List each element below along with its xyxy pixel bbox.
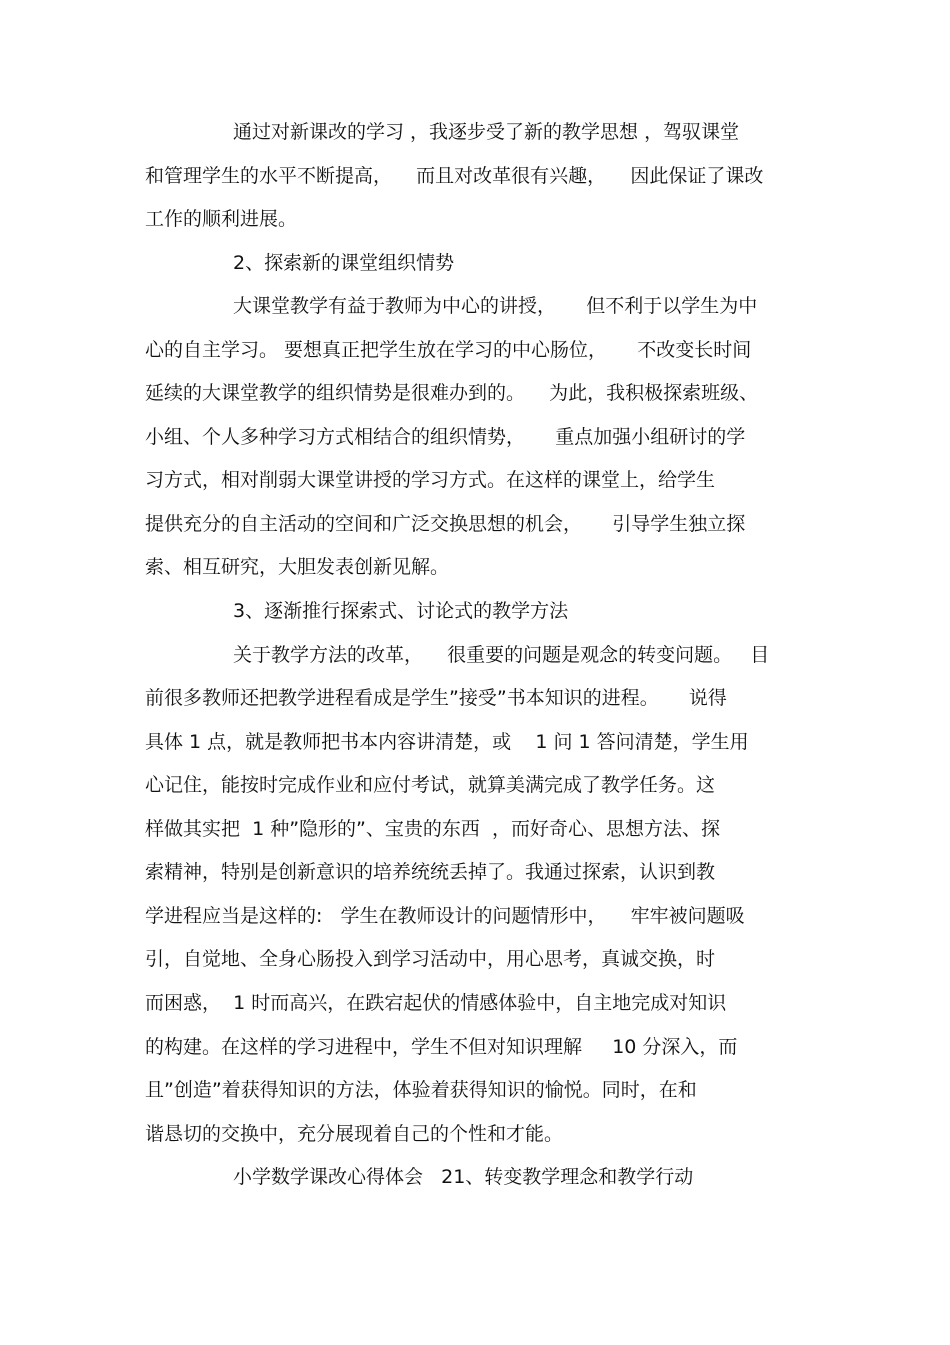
paragraph-line: 延续的大课堂教学的组织情势是很难办到的。 为此，我积极探索班级、 bbox=[145, 382, 759, 404]
paragraph-line: 心记住，能按时完成作业和应付考试，就算美满完成了教学任务。这 bbox=[145, 774, 716, 796]
paragraph-line: 心的自主学习。 要想真正把学生放在学习的中心肠位， 不改变长时间 bbox=[145, 339, 752, 361]
paragraph-line: 的构建。在这样的学习进程中，学生不但对知识理解 10 分深入，而 bbox=[145, 1036, 738, 1058]
paragraph-line: 引，自觉地、全身心肠投入到学习活动中，用心思考，真诚交换，时 bbox=[145, 948, 716, 970]
paragraph-line: 通过对新课改的学习 ，我逐步受了新的教学思想 ，驾驭课堂 bbox=[233, 121, 740, 143]
paragraph-line: 索精神，特别是创新意识的培养统统丢掉了。我通过探索，认识到教 bbox=[145, 861, 716, 883]
section-heading: 小学数学课改心得体会 21、转变教学理念和教学行动 bbox=[233, 1166, 694, 1188]
paragraph-line: 前很多教师还把教学进程看成是学生”接受”书本知识的进程。 说得 bbox=[145, 687, 727, 709]
paragraph-line: 提供充分的自主活动的空间和广泛交换思想的机会， 引导学生独立探 bbox=[145, 513, 746, 535]
paragraph-line: 索、相互研究，大胆发表创新见解。 bbox=[145, 556, 450, 578]
paragraph-line: 具体 1 点，就是教师把书本内容讲清楚，或 1 问 1 答问清楚，学生用 bbox=[145, 731, 749, 753]
paragraph-line: 大课堂教学有益于教师为中心的讲授， 但不利于以学生为中 bbox=[233, 295, 758, 317]
paragraph-line: 关于教学方法的改革， 很重要的问题是观念的转变问题。 目 bbox=[233, 644, 770, 666]
paragraph-line: 小组、个人多种学习方式相结合的组织情势， 重点加强小组研讨的学 bbox=[145, 426, 746, 448]
paragraph-line: 工作的顺利进展。 bbox=[145, 208, 298, 230]
paragraph-line: 而困惑， 1 时而高兴，在跌宕起伏的情感体验中，自主地完成对知识 bbox=[145, 992, 727, 1014]
paragraph-line: 习方式，相对削弱大课堂讲授的学习方式。在这样的课堂上，给学生 bbox=[145, 469, 716, 491]
section-heading: 2、探索新的课堂组织情势 bbox=[233, 252, 455, 274]
paragraph-line: 样做其实把 1 种”隐形的”、宝贵的东西 ，而好奇心、思想方法、探 bbox=[145, 818, 720, 840]
paragraph-line: 谐恳切的交换中，充分展现着自己的个性和才能。 bbox=[145, 1123, 564, 1145]
paragraph-line: 且”创造”着获得知识的方法，体验着获得知识的愉悦。同时，在和 bbox=[145, 1079, 697, 1101]
paragraph-line: 学进程应当是这样的: 学生在教师设计的问题情形中， 牢牢被问题吸 bbox=[145, 905, 745, 927]
section-heading: 3、逐渐推行探索式、讨论式的教学方法 bbox=[233, 600, 569, 622]
paragraph-line: 和管理学生的水平不断提高， 而且对改革很有兴趣， 因此保证了课改 bbox=[145, 165, 764, 187]
